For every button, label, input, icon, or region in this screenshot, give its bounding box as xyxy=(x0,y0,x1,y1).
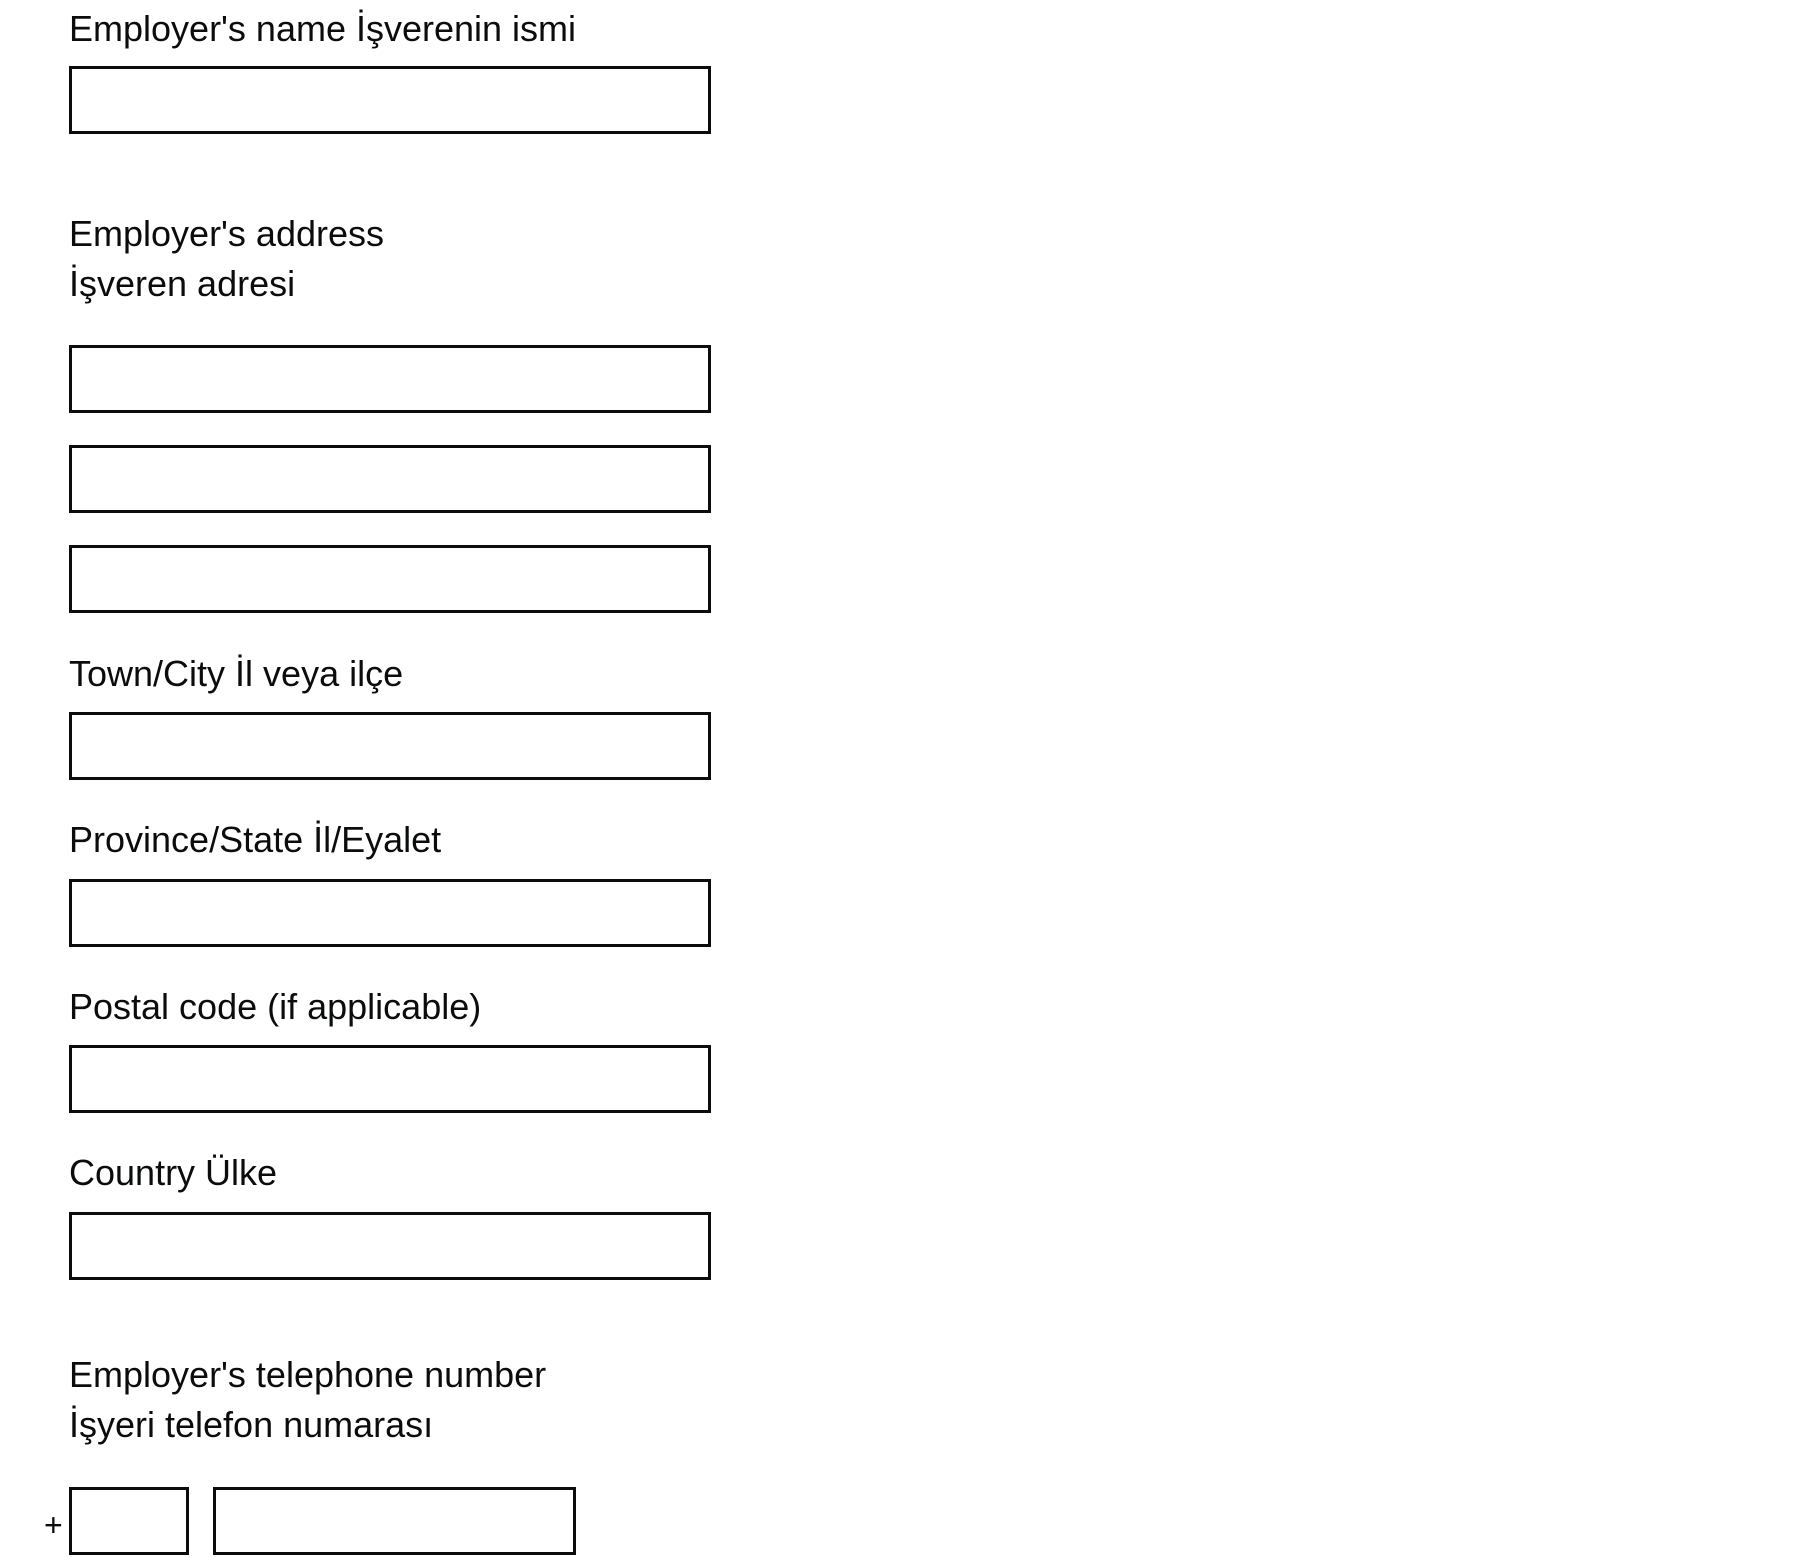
employer-address-label-tr: İşveren adresi xyxy=(69,263,296,304)
employer-address-label-en: Employer's address xyxy=(69,213,384,254)
postal-code-label: Postal code (if applicable) xyxy=(69,986,482,1027)
country-input[interactable] xyxy=(69,1212,711,1280)
telephone-number-input[interactable] xyxy=(213,1487,576,1555)
town-city-label: Town/City İl veya ilçe xyxy=(69,653,404,694)
employer-address-line-2-input[interactable] xyxy=(69,445,711,513)
country-label: Country Ülke xyxy=(69,1152,278,1193)
province-state-input[interactable] xyxy=(69,879,711,947)
town-city-input[interactable] xyxy=(69,712,711,780)
employer-name-input[interactable] xyxy=(69,66,711,134)
employer-address-line-1-input[interactable] xyxy=(69,345,711,413)
telephone-plus-prefix: + xyxy=(44,1507,63,1543)
employer-name-label: Employer's name İşverenin ismi xyxy=(69,8,577,49)
employer-telephone-label-en: Employer's telephone number xyxy=(69,1354,547,1395)
postal-code-input[interactable] xyxy=(69,1045,711,1113)
employer-address-line-3-input[interactable] xyxy=(69,545,711,613)
employer-telephone-label-tr: İşyeri telefon numarası xyxy=(69,1404,434,1445)
telephone-country-code-input[interactable] xyxy=(69,1487,189,1555)
province-state-label: Province/State İl/Eyalet xyxy=(69,819,442,860)
